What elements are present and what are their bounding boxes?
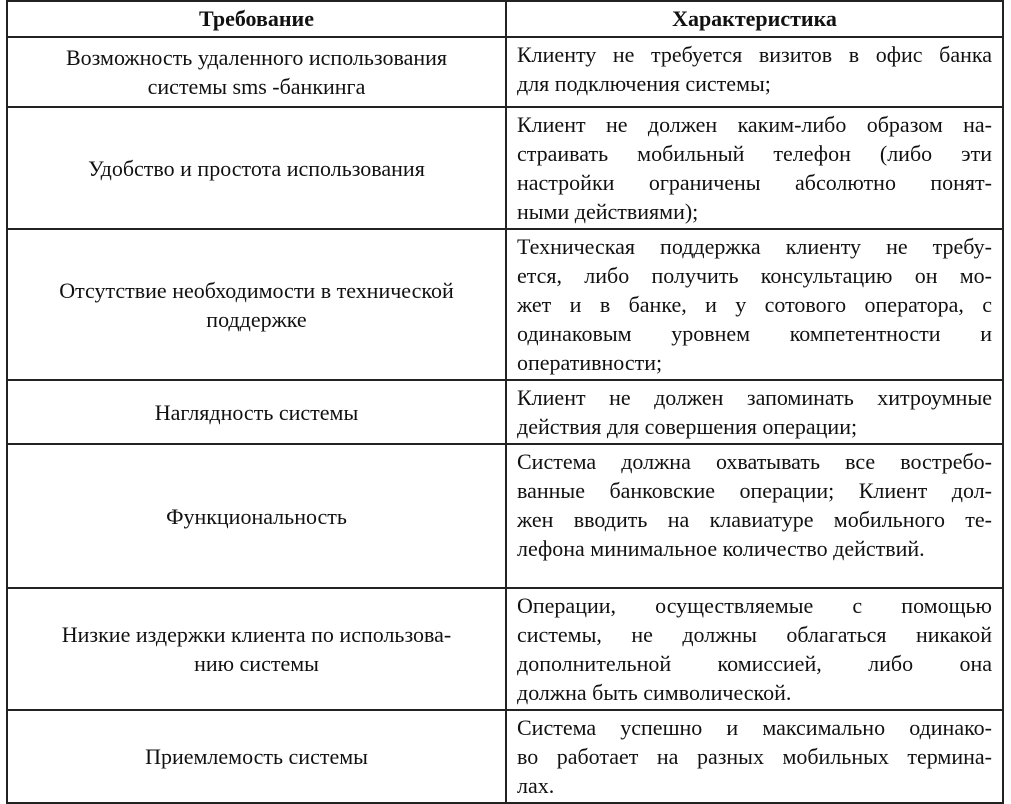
requirement-line: Отсутствие необходимости в технической bbox=[59, 277, 454, 303]
characteristic-line: страивать мобильный телефон (либо эти bbox=[517, 141, 992, 166]
requirement-cell bbox=[7, 37, 506, 107]
header-requirement: Требование bbox=[7, 1, 506, 37]
characteristic-line: для подключения системы; bbox=[517, 71, 771, 96]
requirement-cell bbox=[7, 380, 506, 444]
table-row bbox=[7, 444, 1003, 588]
requirement-cell bbox=[7, 710, 506, 803]
requirement-line: Наглядность системы bbox=[154, 399, 359, 425]
requirement-cell bbox=[7, 444, 506, 588]
requirement-cell bbox=[7, 107, 506, 229]
characteristic-line: Клиент не должен запоминать хитроумные bbox=[517, 385, 992, 410]
characteristic-line: Операции, осуществляемые с помощью bbox=[517, 593, 992, 618]
characteristic-line: жет и в банке, и у сотового оператора, с bbox=[517, 292, 992, 317]
characteristic-line: ванные банковские операции; Клиент дол- bbox=[517, 478, 992, 503]
header-characteristic: Характеристика bbox=[506, 1, 1003, 37]
characteristic-cell bbox=[506, 229, 1003, 380]
requirement-line: поддержке bbox=[206, 306, 307, 332]
header-row bbox=[7, 1, 1003, 37]
characteristic-line: Клиенту не требуется визитов в офис банка bbox=[517, 42, 992, 67]
table-row bbox=[7, 588, 1003, 710]
table-row bbox=[7, 380, 1003, 444]
table-row bbox=[7, 107, 1003, 229]
requirement-line: Возможность удаленного использования bbox=[65, 45, 447, 70]
characteristic-line: лах. bbox=[517, 773, 555, 798]
characteristic-line: одинаковым уровнем компетентности и bbox=[517, 321, 992, 346]
characteristic-cell bbox=[506, 380, 1003, 444]
characteristic-line: ными действиями); bbox=[517, 199, 699, 224]
characteristic-line: ется, либо получить консультацию он мо- bbox=[517, 263, 992, 288]
requirement-cell bbox=[7, 588, 506, 710]
characteristic-line: должна быть символической. bbox=[517, 680, 792, 705]
table-row bbox=[7, 710, 1003, 803]
characteristic-line: настройки ограничены абсолютно понят- bbox=[517, 170, 992, 195]
characteristic-line: Система должна охватывать все востребо- bbox=[517, 449, 992, 474]
requirement-line: Функциональность bbox=[166, 503, 347, 529]
characteristic-line: действия для совершения операции; bbox=[517, 414, 858, 439]
characteristic-line: Клиент не должен каким-либо образом на- bbox=[517, 112, 992, 137]
characteristic-cell bbox=[506, 588, 1003, 710]
requirement-line: Низкие издержки клиента по использова- bbox=[61, 622, 452, 647]
characteristic-cell bbox=[506, 37, 1003, 107]
characteristic-line: системы, не должны облагаться никакой bbox=[517, 622, 992, 647]
characteristic-line: Техническая поддержка клиенту не требу- bbox=[517, 234, 992, 259]
characteristic-line: оперативности; bbox=[517, 350, 663, 375]
requirements-table bbox=[6, 0, 1004, 804]
characteristic-cell bbox=[506, 710, 1003, 803]
characteristic-line: жен вводить на клавиатуре мобильного те- bbox=[517, 507, 992, 532]
characteristic-line: Система успешно и максимально одинако- bbox=[517, 715, 992, 740]
characteristic-line: дополнительной комиссией, либо она bbox=[517, 651, 992, 676]
table-row bbox=[7, 37, 1003, 107]
characteristic-line: лефона минимальное количество действий. bbox=[517, 536, 925, 561]
characteristic-cell bbox=[506, 444, 1003, 588]
requirement-cell bbox=[7, 229, 506, 380]
characteristic-line: во работает на разных мобильных термина- bbox=[517, 744, 992, 769]
table-row bbox=[7, 229, 1003, 380]
requirement-line: Приемлемость системы bbox=[145, 744, 368, 769]
requirement-line: Удобство и простота использования bbox=[88, 155, 425, 181]
characteristic-cell bbox=[506, 107, 1003, 229]
requirement-line: системы sms -банкинга bbox=[147, 74, 366, 99]
requirement-line: нию системы bbox=[194, 651, 319, 676]
